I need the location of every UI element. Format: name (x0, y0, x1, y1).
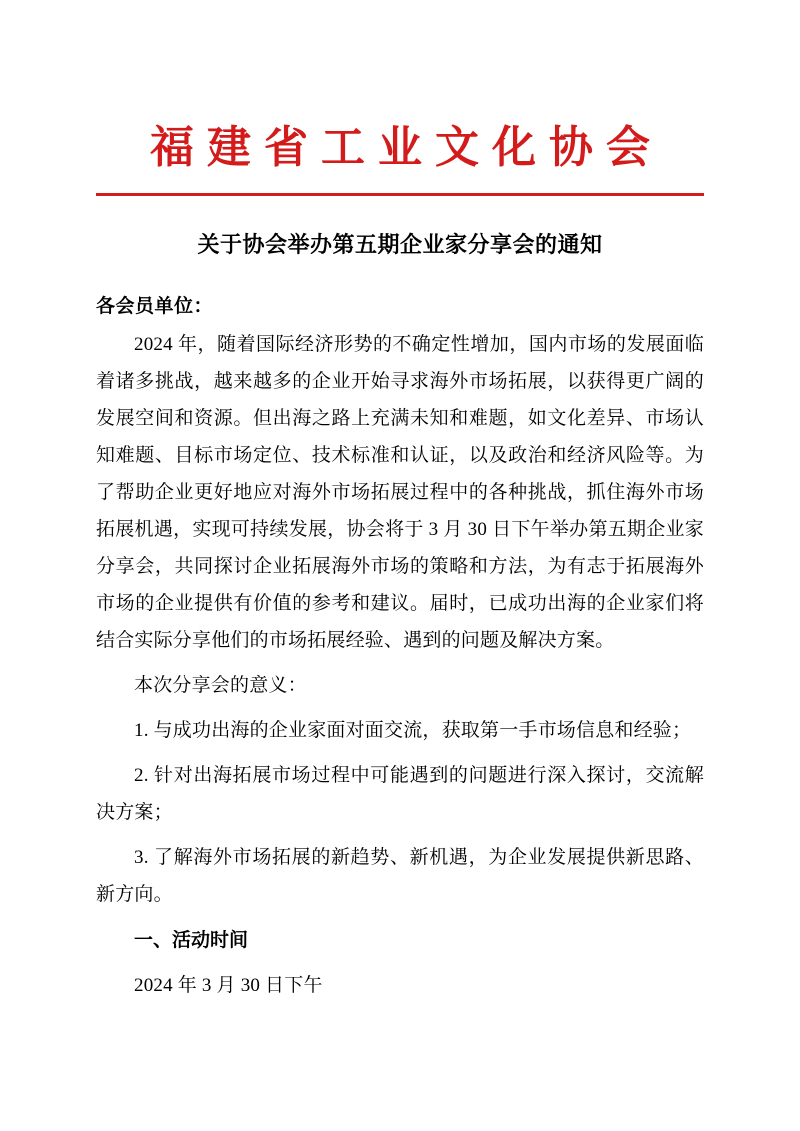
header-red-rule (96, 193, 704, 196)
list-item-3: 3. 了解海外市场拓展的新趋势、新机遇，为企业发展提供新思路、新方向。 (96, 847, 704, 906)
paragraph-significance-lead: 本次分享会的意义： (134, 675, 307, 697)
section-heading-activity-time: 一、活动时间 (134, 929, 249, 951)
paragraph-background: 2024 年，随着国际经济形势的不确定性增加，国内市场的发展面临着诸多挑战，越来越多的企业开始寻求海外市场拓展，以获得更广阔的发展空间和资源。但出海之路上充满未知和难题，如文化差异、市场认知难题、目标市场定位、技术标准和认证，以及政治和经济风险等。为了帮助企业更好地应对海外市场拓展过程中的各种挑战，抓住海外市场拓展机遇，实现可持续发展，协会将于 3 月 30 日下午举办第五期企业家分享会，共同探讨企业拓展海外市场的策略和方法，为有志于拓展海外市场的企业提供有价值的参考和建议。届时，已成功出海的企业家们将结合实际分享他们的市场拓展经验、遇到的问题及解决方案。 (96, 333, 704, 652)
list-item-1: 1. 与成功出海的企业家面对面交流，获取第一手市场信息和经验； (134, 720, 692, 742)
organization-title: 福建省工业文化协会 (150, 123, 663, 172)
section-text-activity-time: 2024 年 3 月 30 日下午 (134, 974, 323, 996)
salutation: 各会员单位： (96, 295, 214, 317)
list-item-2: 2. 针对出海拓展市场过程中可能遇到的问题进行深入探讨，交流解决方案； (96, 765, 704, 824)
document-title: 关于协会举办第五期企业家分享会的通知 (197, 232, 603, 257)
